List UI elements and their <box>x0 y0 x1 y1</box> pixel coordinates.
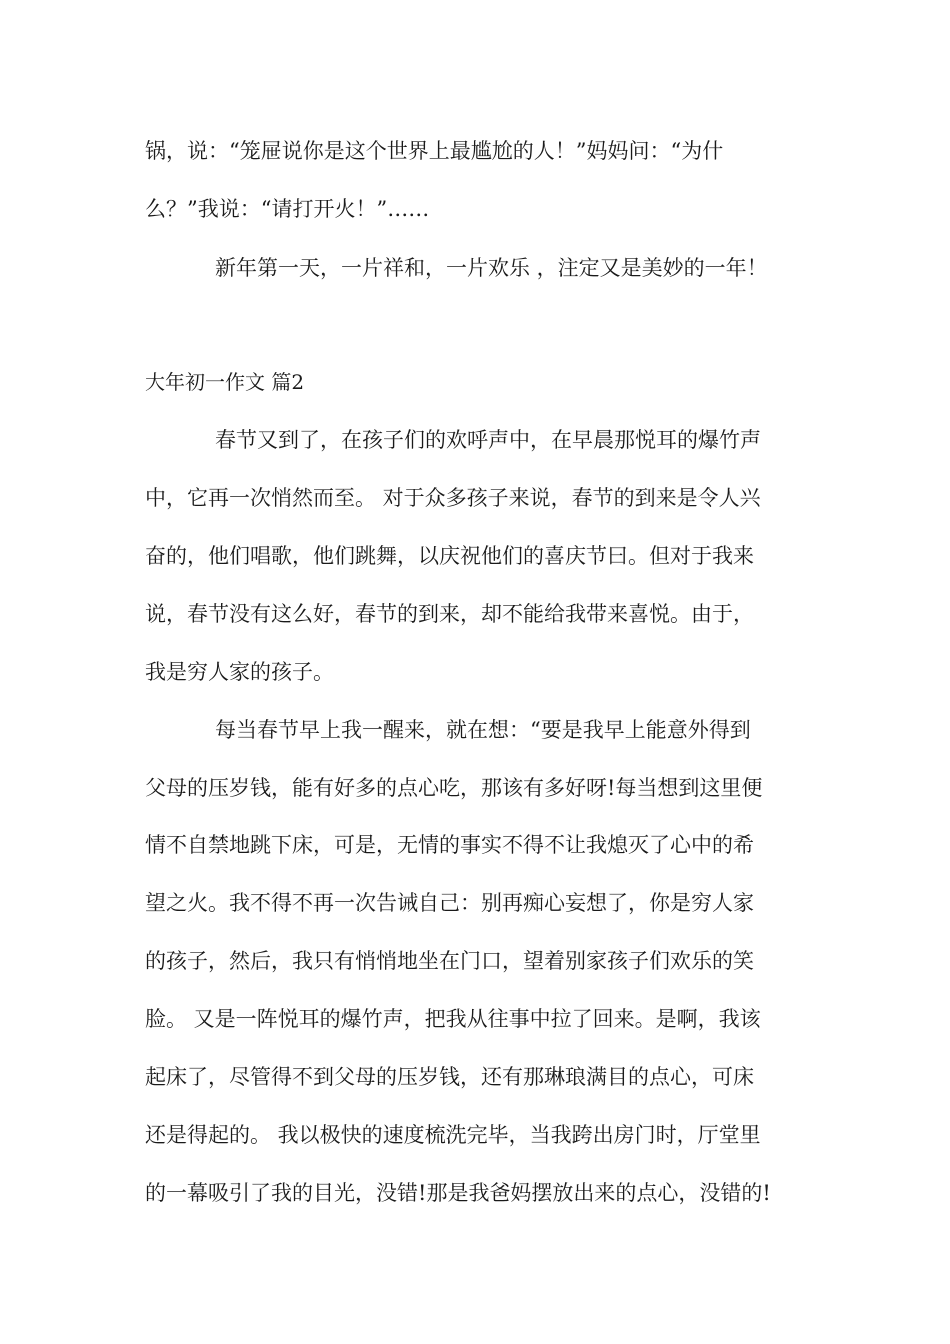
text-line: 春节又到了，在孩子们的欢呼声中，在早晨那悦耳的爆竹声 <box>215 428 761 452</box>
text-line: 的一幕吸引了我的目光，没错!那是我爸妈摆放出来的点心，没错的! <box>145 1181 771 1205</box>
text-line: 我是穷人家的孩子。 <box>145 660 334 684</box>
text-line: 脸。 又是一阵悦耳的爆竹声，把我从往事中拉了回来。是啊，我该 <box>145 1007 761 1031</box>
text-line: 望之火。我不得不再一次告诫自己：别再痴心妄想了，你是穷人家 <box>145 891 754 915</box>
text-line: 情不自禁地跳下床，可是，无情的事实不得不让我熄灭了心中的希 <box>145 833 754 857</box>
text-line: 起床了，尽管得不到父母的压岁钱，还有那琳琅满目的点心，可床 <box>145 1065 754 1089</box>
text-line: 还是得起的。 我以极快的速度梳洗完毕，当我跨出房门时，厅堂里 <box>145 1123 761 1147</box>
text-line: 父母的压岁钱，能有好多的点心吃，那该有多好呀!每当想到这里便 <box>145 776 763 800</box>
closing-sentence: 新年第一天，一片祥和，一片欢乐 ，注定又是美妙的一年！ <box>215 256 768 280</box>
section-heading: 大年初一作文 篇2 <box>145 370 305 394</box>
text-line: 的孩子，然后，我只有悄悄地坐在门口，望着别家孩子们欢乐的笑 <box>145 949 754 973</box>
text-line: 锅，说：“笼屉说你是这个世界上最尴尬的人！”妈妈问：“为什 <box>145 139 724 163</box>
text-line: 中，它再一次悄然而至。 对于众多孩子来说，春节的到来是令人兴 <box>145 486 761 510</box>
text-line: 说，春节没有这么好，春节的到来，却不能给我带来喜悦。由于， <box>145 602 754 626</box>
text-line: 么？”我说：“请打开火！”…… <box>145 197 430 221</box>
text-line: 奋的，他们唱歌，他们跳舞，以庆祝他们的喜庆节曰。但对于我来 <box>145 544 754 568</box>
text-line: 每当春节早上我一醒来，就在想：“要是我早上能意外得到 <box>215 718 751 742</box>
